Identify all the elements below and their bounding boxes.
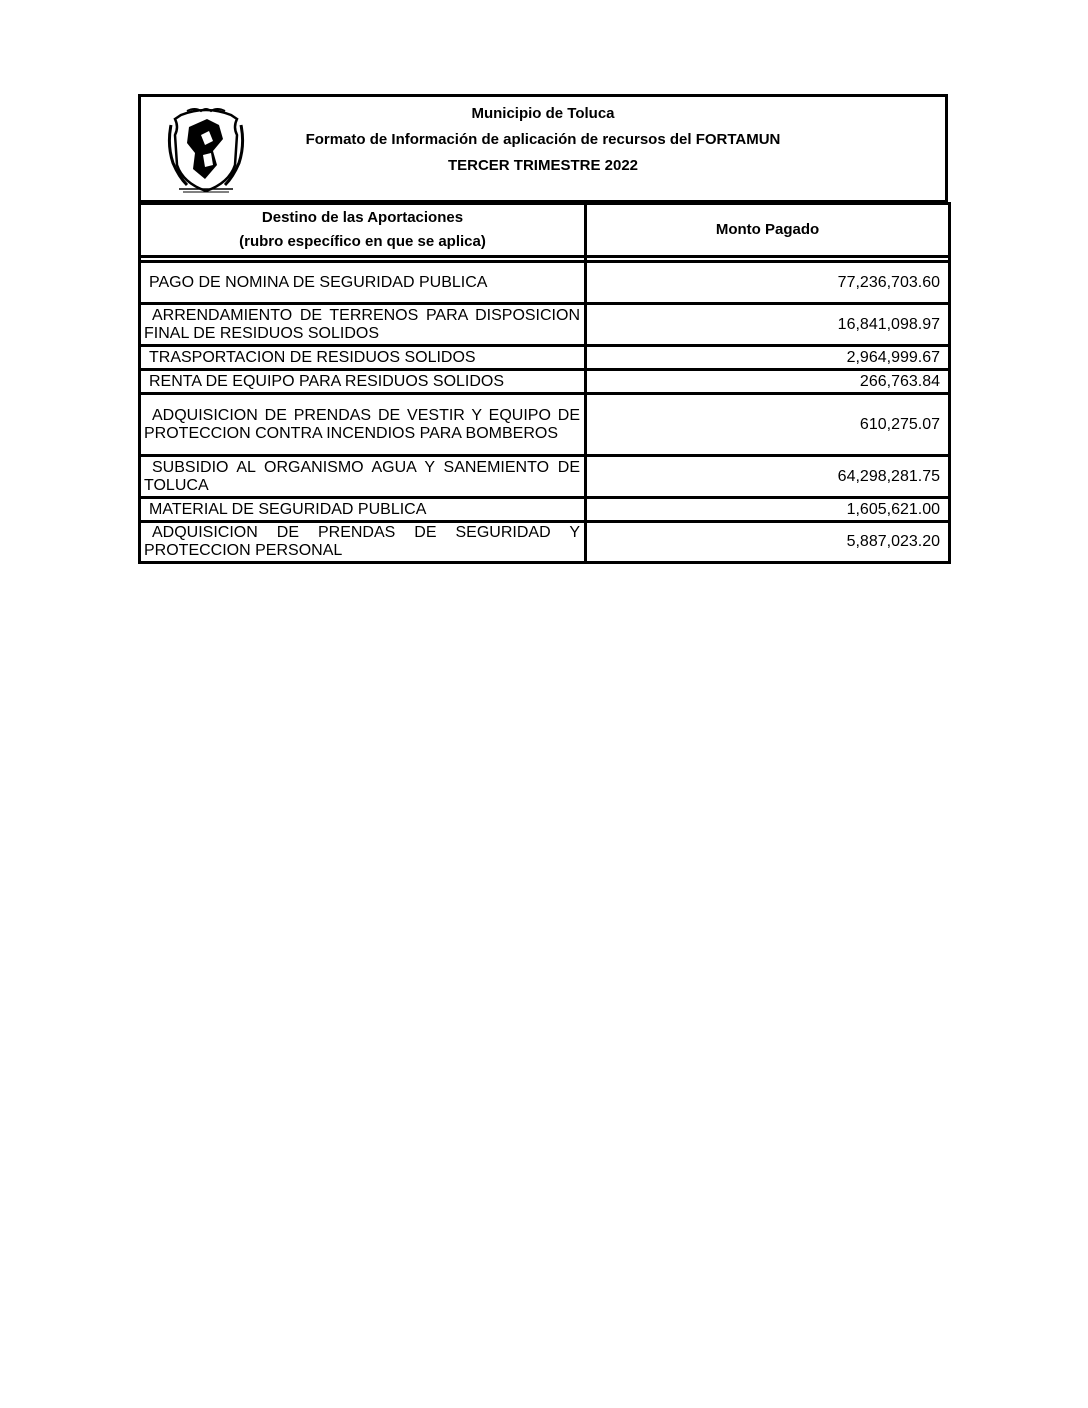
fortamun-report [138, 94, 948, 564]
column-header-destino-line1: Destino de las Aportaciones [261, 209, 464, 226]
report-period: TERCER TRIMESTRE 2022 [447, 157, 639, 174]
row-amount: 266,763.84 [586, 370, 950, 394]
row-description: RENTA DE EQUIPO PARA RESIDUOS SOLIDOS [140, 370, 586, 394]
table-row [140, 394, 950, 456]
column-header-monto: Monto Pagado [586, 204, 950, 257]
row-amount: 5,887,023.20 [586, 522, 950, 563]
column-header-destino-line2: (rubro específico en que se aplica) [239, 233, 486, 250]
table-row [140, 304, 950, 346]
table-row [140, 498, 950, 522]
row-description: PAGO DE NOMINA DE SEGURIDAD PUBLICA [140, 262, 586, 304]
row-description: ADQUISICION DE PRENDAS DE VESTIR Y EQUIPO DE PROTECCION CONTRA INCENDIOS PARA BOMBEROS [140, 394, 586, 456]
table-row [140, 262, 950, 304]
table-row [140, 522, 950, 563]
report-subtitle: Formato de Información de aplicación de recursos del FORTAMUN [305, 131, 781, 148]
fortamun-table [138, 202, 951, 564]
row-amount: 1,605,621.00 [586, 498, 950, 522]
row-amount: 77,236,703.60 [586, 262, 950, 304]
row-description: TRASPORTACION DE RESIDUOS SOLIDOS [140, 346, 586, 370]
report-header [138, 94, 948, 202]
table-row [140, 456, 950, 498]
page-title: Municipio de Toluca [471, 105, 615, 122]
column-header-destino [140, 204, 586, 257]
table-row [140, 346, 950, 370]
row-amount: 2,964,999.67 [586, 346, 950, 370]
row-amount: 610,275.07 [586, 394, 950, 456]
table-row [140, 370, 950, 394]
row-description: MATERIAL DE SEGURIDAD PUBLICA [140, 498, 586, 522]
row-amount: 16,841,098.97 [586, 304, 950, 346]
row-amount: 64,298,281.75 [586, 456, 950, 498]
row-description: ADQUISICION DE PRENDAS DE SEGURIDAD Y PROTECCION PERSONAL [140, 522, 586, 563]
table-header-row [140, 204, 950, 257]
row-description: SUBSIDIO AL ORGANISMO AGUA Y SANEMIENTO DE TOLUCA [140, 456, 586, 498]
row-description: ARRENDAMIENTO DE TERRENOS PARA DISPOSICION FINAL DE RESIDUOS SOLIDOS [140, 304, 586, 346]
